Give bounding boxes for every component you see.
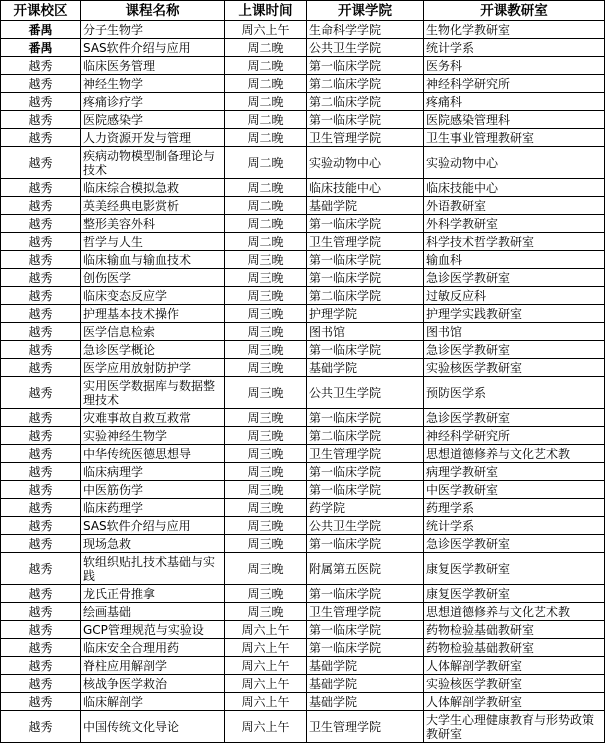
cell-campus: 越秀 xyxy=(1,675,81,693)
cell-course: 整形美容外科 xyxy=(81,215,225,233)
cell-campus: 越秀 xyxy=(1,711,81,743)
cell-dept: 外语教研室 xyxy=(424,197,605,215)
cell-time: 周三晚 xyxy=(225,517,307,535)
cell-course: 人力资源开发与管理 xyxy=(81,129,225,147)
cell-campus: 越秀 xyxy=(1,517,81,535)
header-dept: 开课教研室 xyxy=(424,1,605,21)
cell-school: 卫生管理学院 xyxy=(307,711,424,743)
header-time: 上课时间 xyxy=(225,1,307,21)
cell-school: 图书馆 xyxy=(307,323,424,341)
cell-school: 公共卫生学院 xyxy=(307,39,424,57)
table-row xyxy=(1,323,605,341)
table-row xyxy=(1,693,605,711)
cell-campus: 越秀 xyxy=(1,499,81,517)
cell-course: 英美经典电影赏析 xyxy=(81,197,225,215)
cell-campus: 越秀 xyxy=(1,585,81,603)
cell-time: 周三晚 xyxy=(225,287,307,305)
cell-campus: 越秀 xyxy=(1,129,81,147)
cell-time: 周二晚 xyxy=(225,93,307,111)
cell-campus: 越秀 xyxy=(1,481,81,499)
cell-campus: 越秀 xyxy=(1,693,81,711)
cell-dept: 药物检验基础教研室 xyxy=(424,621,605,639)
cell-school: 基础学院 xyxy=(307,675,424,693)
table-row xyxy=(1,657,605,675)
cell-course: 龙氏正骨推拿 xyxy=(81,585,225,603)
cell-campus: 越秀 xyxy=(1,409,81,427)
cell-time: 周三晚 xyxy=(225,269,307,287)
cell-time: 周三晚 xyxy=(225,499,307,517)
table-row xyxy=(1,57,605,75)
cell-campus: 越秀 xyxy=(1,359,81,377)
cell-campus: 越秀 xyxy=(1,305,81,323)
cell-time: 周二晚 xyxy=(225,197,307,215)
cell-time: 周二晚 xyxy=(225,75,307,93)
cell-dept: 实验动物中心 xyxy=(424,147,605,179)
cell-course: 疾病动物模型制备理论与技术 xyxy=(81,147,225,179)
cell-time: 周三晚 xyxy=(225,481,307,499)
cell-dept: 思想道德修养与文化艺术教 xyxy=(424,445,605,463)
cell-school: 第二临床学院 xyxy=(307,287,424,305)
cell-dept: 医院感染管理科 xyxy=(424,111,605,129)
cell-time: 周二晚 xyxy=(225,57,307,75)
cell-time: 周三晚 xyxy=(225,251,307,269)
cell-time: 周二晚 xyxy=(225,215,307,233)
table-row xyxy=(1,359,605,377)
cell-campus: 越秀 xyxy=(1,147,81,179)
cell-course: 实验神经生物学 xyxy=(81,427,225,445)
cell-school: 第一临床学院 xyxy=(307,481,424,499)
cell-course: 实用医学数据库与数据整理技术 xyxy=(81,377,225,409)
cell-school: 卫生管理学院 xyxy=(307,603,424,621)
cell-dept: 大学生心理健康教育与形势政策教研室 xyxy=(424,711,605,743)
cell-campus: 越秀 xyxy=(1,111,81,129)
cell-dept: 过敏反应科 xyxy=(424,287,605,305)
cell-time: 周三晚 xyxy=(225,603,307,621)
cell-time: 周三晚 xyxy=(225,445,307,463)
table-row xyxy=(1,39,605,57)
cell-campus: 越秀 xyxy=(1,621,81,639)
cell-campus: 越秀 xyxy=(1,341,81,359)
cell-time: 周六上午 xyxy=(225,21,307,39)
cell-school: 第一临床学院 xyxy=(307,111,424,129)
cell-dept: 急诊医学教研室 xyxy=(424,535,605,553)
cell-campus: 越秀 xyxy=(1,603,81,621)
table-row xyxy=(1,481,605,499)
cell-dept: 神经科学研究所 xyxy=(424,427,605,445)
cell-course: 临床输血与输血技术 xyxy=(81,251,225,269)
cell-dept: 外科学教研室 xyxy=(424,215,605,233)
cell-campus: 越秀 xyxy=(1,233,81,251)
cell-course: 护理基本技术操作 xyxy=(81,305,225,323)
table-row xyxy=(1,409,605,427)
cell-school: 基础学院 xyxy=(307,359,424,377)
cell-campus: 越秀 xyxy=(1,463,81,481)
table-row xyxy=(1,215,605,233)
cell-time: 周二晚 xyxy=(225,179,307,197)
cell-time: 周二晚 xyxy=(225,129,307,147)
cell-school: 基础学院 xyxy=(307,197,424,215)
cell-time: 周六上午 xyxy=(225,693,307,711)
table-row xyxy=(1,21,605,39)
cell-dept: 急诊医学教研室 xyxy=(424,341,605,359)
table-row xyxy=(1,463,605,481)
header-course: 课程名称 xyxy=(81,1,225,21)
table-row xyxy=(1,129,605,147)
cell-campus: 越秀 xyxy=(1,287,81,305)
cell-time: 周二晚 xyxy=(225,147,307,179)
table-row xyxy=(1,711,605,743)
cell-course: 现场急救 xyxy=(81,535,225,553)
table-row xyxy=(1,675,605,693)
table-row xyxy=(1,233,605,251)
cell-school: 卫生管理学院 xyxy=(307,445,424,463)
cell-time: 周六上午 xyxy=(225,657,307,675)
cell-time: 周六上午 xyxy=(225,675,307,693)
cell-course: 临床解剖学 xyxy=(81,693,225,711)
table-row xyxy=(1,93,605,111)
cell-time: 周六上午 xyxy=(225,621,307,639)
cell-school: 第一临床学院 xyxy=(307,57,424,75)
cell-dept: 图书馆 xyxy=(424,323,605,341)
cell-dept: 病理学教研室 xyxy=(424,463,605,481)
cell-school: 第二临床学院 xyxy=(307,93,424,111)
cell-campus: 越秀 xyxy=(1,445,81,463)
cell-campus: 番禺 xyxy=(1,21,81,39)
cell-time: 周二晚 xyxy=(225,233,307,251)
cell-course: 疼痛诊疗学 xyxy=(81,93,225,111)
cell-school: 附属第五医院 xyxy=(307,553,424,585)
table-row xyxy=(1,585,605,603)
cell-course: 临床药理学 xyxy=(81,499,225,517)
cell-school: 第一临床学院 xyxy=(307,585,424,603)
table-row xyxy=(1,377,605,409)
cell-campus: 番禺 xyxy=(1,39,81,57)
cell-course: 绘画基础 xyxy=(81,603,225,621)
cell-course: 中国传统文化导论 xyxy=(81,711,225,743)
cell-school: 第一临床学院 xyxy=(307,639,424,657)
cell-school: 基础学院 xyxy=(307,657,424,675)
cell-dept: 思想道德修养与文化艺术教 xyxy=(424,603,605,621)
table-row xyxy=(1,147,605,179)
cell-campus: 越秀 xyxy=(1,323,81,341)
cell-campus: 越秀 xyxy=(1,179,81,197)
cell-course: GCP管理规范与实验设 xyxy=(81,621,225,639)
cell-campus: 越秀 xyxy=(1,93,81,111)
cell-course: 创伤医学 xyxy=(81,269,225,287)
cell-course: 临床安全合理用药 xyxy=(81,639,225,657)
header-school: 开课学院 xyxy=(307,1,424,21)
cell-school: 第一临床学院 xyxy=(307,341,424,359)
cell-school: 公共卫生学院 xyxy=(307,377,424,409)
cell-campus: 越秀 xyxy=(1,639,81,657)
cell-campus: 越秀 xyxy=(1,197,81,215)
cell-time: 周二晚 xyxy=(225,39,307,57)
cell-dept: 医务科 xyxy=(424,57,605,75)
cell-dept: 预防医学系 xyxy=(424,377,605,409)
cell-school: 第一临床学院 xyxy=(307,463,424,481)
table-row xyxy=(1,639,605,657)
cell-campus: 越秀 xyxy=(1,377,81,409)
table-row xyxy=(1,445,605,463)
table-row xyxy=(1,517,605,535)
cell-school: 临床技能中心 xyxy=(307,179,424,197)
cell-school: 第一临床学院 xyxy=(307,535,424,553)
cell-time: 周三晚 xyxy=(225,463,307,481)
cell-dept: 生物化学教研室 xyxy=(424,21,605,39)
cell-course: 临床医务管理 xyxy=(81,57,225,75)
table-row xyxy=(1,75,605,93)
cell-time: 周三晚 xyxy=(225,409,307,427)
cell-dept: 药物检验基础教研室 xyxy=(424,639,605,657)
table-row xyxy=(1,499,605,517)
cell-school: 卫生管理学院 xyxy=(307,129,424,147)
cell-course: 中医筋伤学 xyxy=(81,481,225,499)
cell-school: 卫生管理学院 xyxy=(307,233,424,251)
table-row xyxy=(1,111,605,129)
cell-school: 第一临床学院 xyxy=(307,215,424,233)
cell-school: 第二临床学院 xyxy=(307,427,424,445)
cell-dept: 统计学系 xyxy=(424,39,605,57)
cell-time: 周二晚 xyxy=(225,111,307,129)
cell-time: 周六上午 xyxy=(225,639,307,657)
cell-dept: 科学技术哲学教研室 xyxy=(424,233,605,251)
cell-dept: 人体解剖学教研室 xyxy=(424,657,605,675)
cell-course: 灾难事故自救互救常 xyxy=(81,409,225,427)
cell-course: 分子生物学 xyxy=(81,21,225,39)
cell-time: 周三晚 xyxy=(225,553,307,585)
cell-time: 周三晚 xyxy=(225,359,307,377)
cell-school: 第一临床学院 xyxy=(307,269,424,287)
cell-campus: 越秀 xyxy=(1,251,81,269)
cell-time: 周三晚 xyxy=(225,535,307,553)
cell-course: 医学应用放射防护学 xyxy=(81,359,225,377)
cell-course: 中华传统医德思想导 xyxy=(81,445,225,463)
cell-course: 神经生物学 xyxy=(81,75,225,93)
cell-dept: 卫生事业管理教研室 xyxy=(424,129,605,147)
cell-dept: 药理学系 xyxy=(424,499,605,517)
cell-course: SAS软件介绍与应用 xyxy=(81,39,225,57)
cell-course: 临床变态反应学 xyxy=(81,287,225,305)
cell-dept: 临床技能中心 xyxy=(424,179,605,197)
cell-course: 医学信息检索 xyxy=(81,323,225,341)
table-row xyxy=(1,197,605,215)
cell-course: SAS软件介绍与应用 xyxy=(81,517,225,535)
cell-time: 周三晚 xyxy=(225,323,307,341)
cell-dept: 实验核医学教研室 xyxy=(424,359,605,377)
cell-campus: 越秀 xyxy=(1,269,81,287)
cell-school: 第一临床学院 xyxy=(307,251,424,269)
table-row xyxy=(1,287,605,305)
table-row xyxy=(1,535,605,553)
cell-dept: 康复医学教研室 xyxy=(424,553,605,585)
cell-time: 周三晚 xyxy=(225,585,307,603)
cell-school: 基础学院 xyxy=(307,693,424,711)
cell-dept: 急诊医学教研室 xyxy=(424,269,605,287)
table-body xyxy=(1,21,605,743)
cell-campus: 越秀 xyxy=(1,57,81,75)
cell-campus: 越秀 xyxy=(1,75,81,93)
cell-school: 实验动物中心 xyxy=(307,147,424,179)
cell-campus: 越秀 xyxy=(1,657,81,675)
cell-time: 周六上午 xyxy=(225,711,307,743)
header-row xyxy=(1,1,605,21)
cell-course: 临床病理学 xyxy=(81,463,225,481)
cell-dept: 急诊医学教研室 xyxy=(424,409,605,427)
cell-time: 周三晚 xyxy=(225,341,307,359)
cell-campus: 越秀 xyxy=(1,535,81,553)
cell-dept: 中医学教研室 xyxy=(424,481,605,499)
cell-course: 脊柱应用解剖学 xyxy=(81,657,225,675)
cell-school: 生命科学学院 xyxy=(307,21,424,39)
table-row xyxy=(1,305,605,323)
cell-dept: 疼痛科 xyxy=(424,93,605,111)
cell-course: 哲学与人生 xyxy=(81,233,225,251)
cell-school: 第一临床学院 xyxy=(307,409,424,427)
cell-course: 核战争医学救治 xyxy=(81,675,225,693)
cell-course: 临床综合模拟急救 xyxy=(81,179,225,197)
cell-course: 软组织贴扎技术基础与实践 xyxy=(81,553,225,585)
cell-school: 药学院 xyxy=(307,499,424,517)
cell-campus: 越秀 xyxy=(1,215,81,233)
cell-course: 医院感染学 xyxy=(81,111,225,129)
cell-school: 第二临床学院 xyxy=(307,75,424,93)
table-row xyxy=(1,553,605,585)
cell-campus: 越秀 xyxy=(1,427,81,445)
cell-campus: 越秀 xyxy=(1,553,81,585)
cell-dept: 实验核医学教研室 xyxy=(424,675,605,693)
table-row xyxy=(1,269,605,287)
cell-dept: 神经科学研究所 xyxy=(424,75,605,93)
table-row xyxy=(1,621,605,639)
cell-time: 周三晚 xyxy=(225,305,307,323)
cell-school: 护理学院 xyxy=(307,305,424,323)
cell-course: 急诊医学概论 xyxy=(81,341,225,359)
cell-time: 周三晚 xyxy=(225,427,307,445)
cell-dept: 康复医学教研室 xyxy=(424,585,605,603)
cell-dept: 护理学实践教研室 xyxy=(424,305,605,323)
cell-school: 公共卫生学院 xyxy=(307,517,424,535)
cell-dept: 输血科 xyxy=(424,251,605,269)
table-row xyxy=(1,179,605,197)
table-row xyxy=(1,427,605,445)
cell-school: 第一临床学院 xyxy=(307,621,424,639)
cell-dept: 人体解剖学教研室 xyxy=(424,693,605,711)
cell-time: 周三晚 xyxy=(225,377,307,409)
cell-dept: 统计学系 xyxy=(424,517,605,535)
table-row xyxy=(1,251,605,269)
table-row xyxy=(1,603,605,621)
table-row xyxy=(1,341,605,359)
header-campus: 开课校区 xyxy=(1,1,81,21)
